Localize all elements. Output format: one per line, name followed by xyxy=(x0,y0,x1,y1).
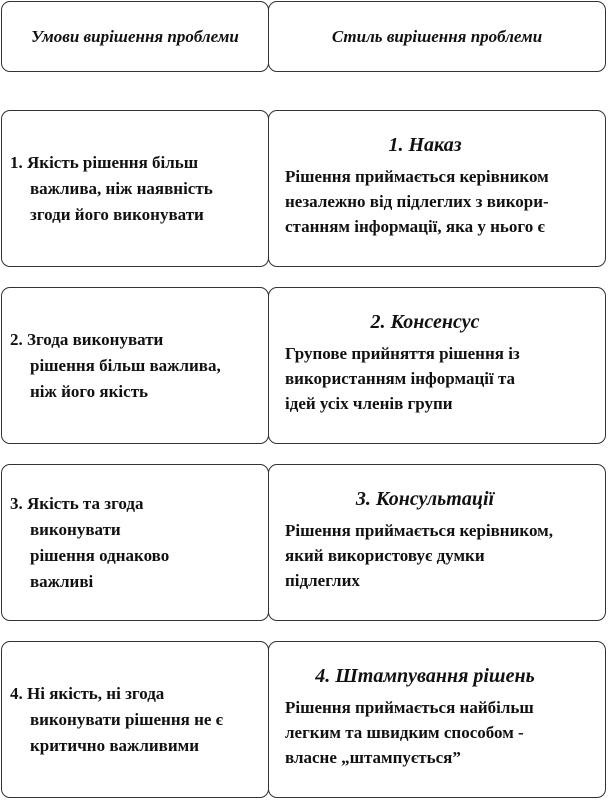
style-title: 3. Консультації xyxy=(355,488,495,510)
condition-line: ніж його якість xyxy=(30,381,149,401)
style-box xyxy=(268,464,606,621)
style-description-line: Рішення приймається керівником xyxy=(285,167,549,186)
condition-box xyxy=(1,464,269,621)
header-style-text: Стиль вирішення проблеми xyxy=(331,26,543,46)
style-title: 2. Консенсус xyxy=(370,311,480,333)
style-title: 4. Штампування рішень xyxy=(315,665,535,687)
style-description-line: власне „штампується” xyxy=(285,748,461,767)
style-description-line: ідей усіх членів групи xyxy=(285,394,453,413)
condition-line: рішення більш важлива, xyxy=(30,355,221,375)
style-box xyxy=(268,641,606,798)
condition-line: 2. Згода виконувати xyxy=(10,329,164,349)
style-box xyxy=(268,110,606,267)
condition-line: виконувати рішення не є xyxy=(30,709,224,729)
condition-box xyxy=(1,110,269,267)
style-description-line: який використовує думки xyxy=(285,546,485,565)
condition-line: важливі xyxy=(30,571,94,591)
condition-line: виконувати xyxy=(30,519,121,539)
condition-box xyxy=(1,287,269,444)
condition-line: критично важливими xyxy=(30,735,200,755)
condition-line: 4. Ні якість, ні згода xyxy=(10,683,165,703)
condition-line: 3. Якість та згода xyxy=(10,493,144,513)
header-style xyxy=(268,1,606,72)
condition-line: рішення однаково xyxy=(30,545,170,565)
style-description-line: станням інформації, яка у нього є xyxy=(285,217,545,236)
style-description-line: Рішення приймається керівником, xyxy=(285,521,553,540)
condition-line: 1. Якість рішення більш xyxy=(10,152,199,172)
style-description-line: підлеглих xyxy=(285,571,360,590)
style-title: 1. Наказ xyxy=(388,134,462,156)
style-description-line: незалежно від підлеглих з викори- xyxy=(285,192,549,211)
condition-box xyxy=(1,641,269,798)
header-conditions xyxy=(1,1,269,72)
style-description-line: Групове прийняття рішення із xyxy=(285,344,520,363)
style-description-line: легким та швидким способом - xyxy=(285,723,524,742)
condition-line: згоди його виконувати xyxy=(30,204,204,224)
style-description-line: використанням інформації та xyxy=(285,369,516,388)
condition-line: важлива, ніж наявність xyxy=(30,178,213,198)
header-conditions-text: Умови вирішення проблеми xyxy=(31,26,239,46)
style-description-line: Рішення приймається найбільш xyxy=(285,698,534,717)
style-box xyxy=(268,287,606,444)
